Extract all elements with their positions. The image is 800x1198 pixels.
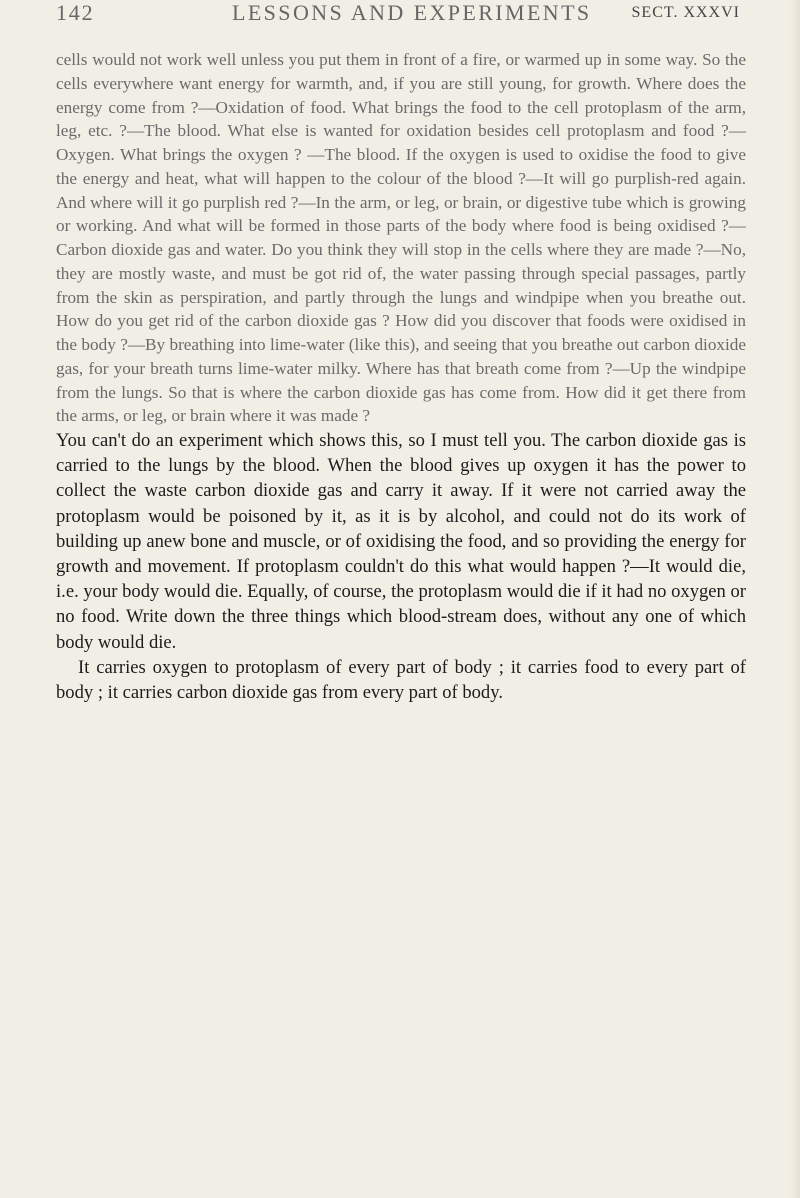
running-title: LESSONS AND EXPERIMENTS <box>232 0 592 25</box>
paragraph-2: It carries oxygen to protoplasm of every part of body ; it carries food to every part of body ; it carries carbon dioxide gas from every part of body. <box>56 656 746 704</box>
page-number: 142 <box>56 0 95 25</box>
page-edge <box>790 0 800 1198</box>
paragraph-1-lower: You can't do an experiment which shows this, so I must tell you. The carbon dioxide gas is carried to the lungs by the blood. When the blood gives up oxygen it has the power to collect the waste carbon dioxide gas and carry it away. If it were not carried away the protoplasm would be poisoned by it, as it is by alcohol, and could not do its work of building up anew bone and muscle, or of oxidising the food, and so providing the energy for growth and movement. If protoplasm couldn't do this what would happen ?—It would die, i.e. your body would die. Equally, of course, the protoplasm would die if it had no oxygen or no food. Write down the three things which blood-stream does, without any one of which body would die. <box>56 430 746 653</box>
section-label: SECT. XXXVI <box>631 4 740 21</box>
running-head <box>56 0 740 38</box>
body-text <box>56 48 746 705</box>
paragraph-1-upper: cells would not work well unless you put them in front of a fire, or warmed up in some way. So the cells everywhere want energy for warmth, and, if you are still young, for growth. Where does the energy come from ?—Oxidation of food. What brings the food to the cell protoplasm of the arm, leg, etc. ?—The blood. What else is wanted for oxidation besides cell protoplasm and food ?—Oxygen. What brings the oxygen ? —The blood. If the oxygen is used to oxidise the food to give the energy and heat, what will happen to the colour of the blood ?—It will go purplish-red again. And where will it go purplish red ?—In the arm, or leg, or brain, or digestive tube which is growing or working. And what will be formed in those parts of the body where food is being oxidised ?—Carbon dioxide gas and water. Do you think they will stop in the cells where they are made ?—No, they are mostly waste, and must be got rid of, the water passing through special passages, partly from the skin as perspiration, and partly through the lungs and windpipe when you breathe out. How do you get rid of the carbon dioxide gas ? How did you discover that foods were oxidised in the body ?—By breathing into lime-water (like this), and seeing that you breathe out carbon dioxide gas, for your breath turns lime-water milky. Where has that breath come from ?—Up the windpipe from the lungs. So that is where the carbon dioxide gas has come from. How did it get there from the arms, or leg, or brain where it was made ? <box>56 50 746 426</box>
